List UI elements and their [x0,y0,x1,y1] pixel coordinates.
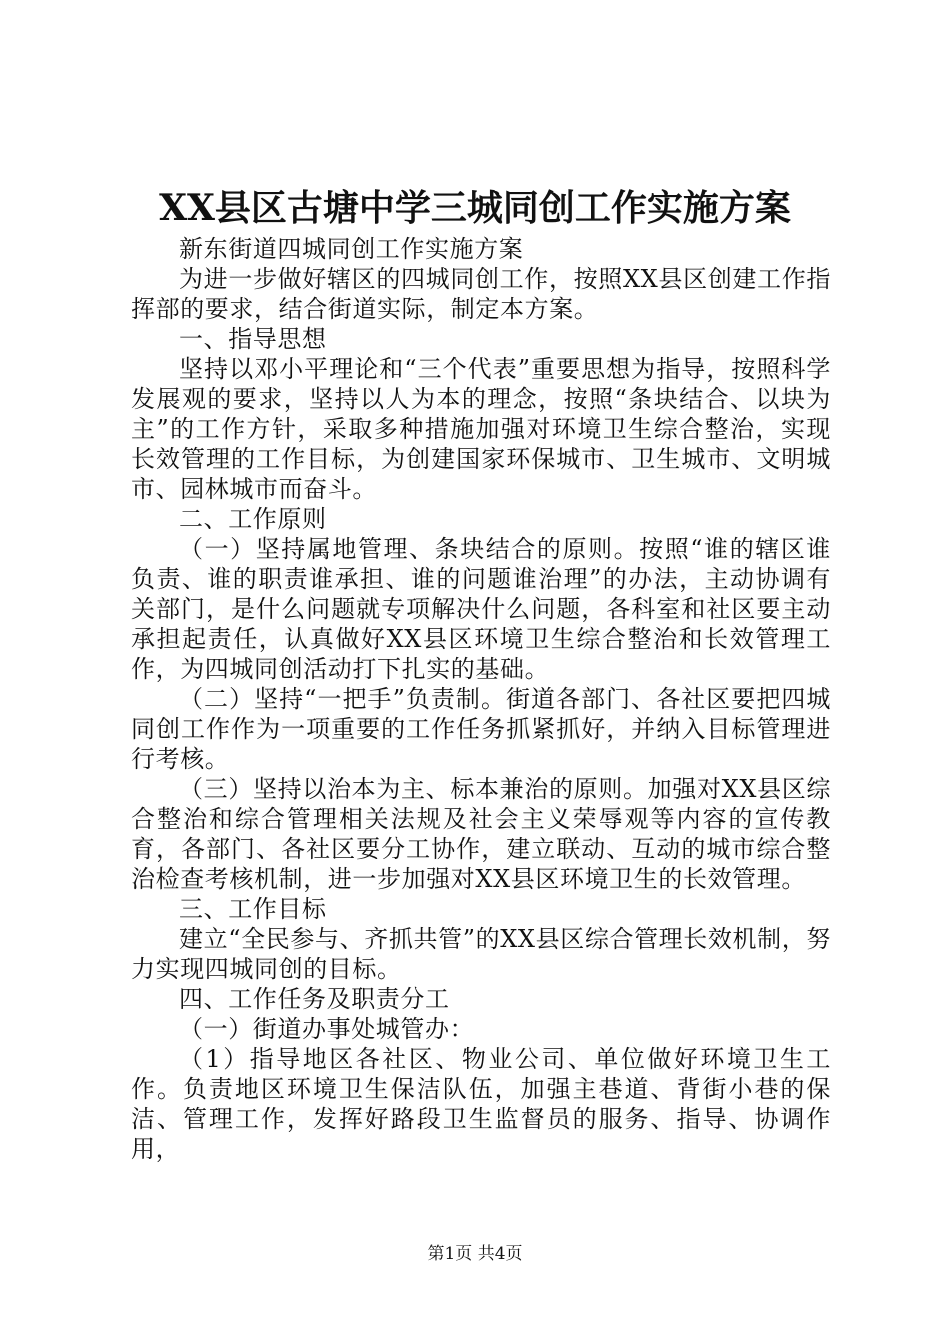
subtitle-paragraph: 新东街道四城同创工作实施方案 [179,235,524,263]
work-goals-paragraph: 建立“全民参与、齐抓共管”的XX县区综合管理长效机制，努力实现四城同创的目标。 [131,925,831,983]
document-body [131,234,831,1164]
intro-paragraph: 为进一步做好辖区的四城同创工作，按照XX县区创建工作指挥部的要求，结合街道实际，制定本方案。 [131,265,831,323]
principle-3-paragraph: （三）坚持以治本为主、标本兼治的原则。加强对XX县区综合整治和综合管理相关法规及社会主义荣辱观等内容的宣传教育，各部门、各社区要分工协作，建立联动、互动的城市综合整治检查考核机制，进一步加强对XX县区环境卫生的长效管理。 [131,775,831,893]
principle-2-paragraph: （二）坚持“一把手”负责制。街道各部门、各社区要把四城同创工作作为一项重要的工作任务抓紧抓好，并纳入目标管理进行考核。 [131,685,831,773]
page-footer: 第1页 共4页 [427,1244,523,1264]
principle-1-paragraph: （一）坚持属地管理、条块结合的原则。按照“谁的辖区谁负责、谁的职责谁承担、谁的问题谁治理”的办法，主动协调有关部门，是什么问题就专项解决什么问题，各科室和社区要主动承担起责任，认真做好XX县区环境卫生综合整治和长效管理工作，为四城同创活动打下扎实的基础。 [131,535,831,683]
document-title: XX县区古塘中学三城同创工作实施方案 [159,187,791,229]
section-heading-guiding-ideology: 一、指导思想 [179,325,327,353]
section-heading-work-goals: 三、工作目标 [179,895,327,923]
task-item-1-paragraph: （1）指导地区各社区、物业公司、单位做好环境卫生工作。负责地区环境卫生保洁队伍，加强主巷道、背街小巷的保洁、管理工作，发挥好路段卫生监督员的服务、指导、协调作用， [131,1045,831,1163]
guiding-ideology-paragraph: 坚持以邓小平理论和“三个代表”重要思想为指导，按照科学发展观的要求，坚持以人为本的理念，按照“条块结合、以块为主”的工作方针，采取多种措施加强对环境卫生综合整治，实现长效管理的工作目标，为创建国家环保城市、卫生城市、文明城市、园林城市而奋斗。 [131,355,831,503]
task-office-heading: （一）街道办事处城管办： [179,1015,475,1043]
section-heading-tasks: 四、工作任务及职责分工 [179,985,450,1013]
section-heading-work-principles: 二、工作原则 [179,505,327,533]
